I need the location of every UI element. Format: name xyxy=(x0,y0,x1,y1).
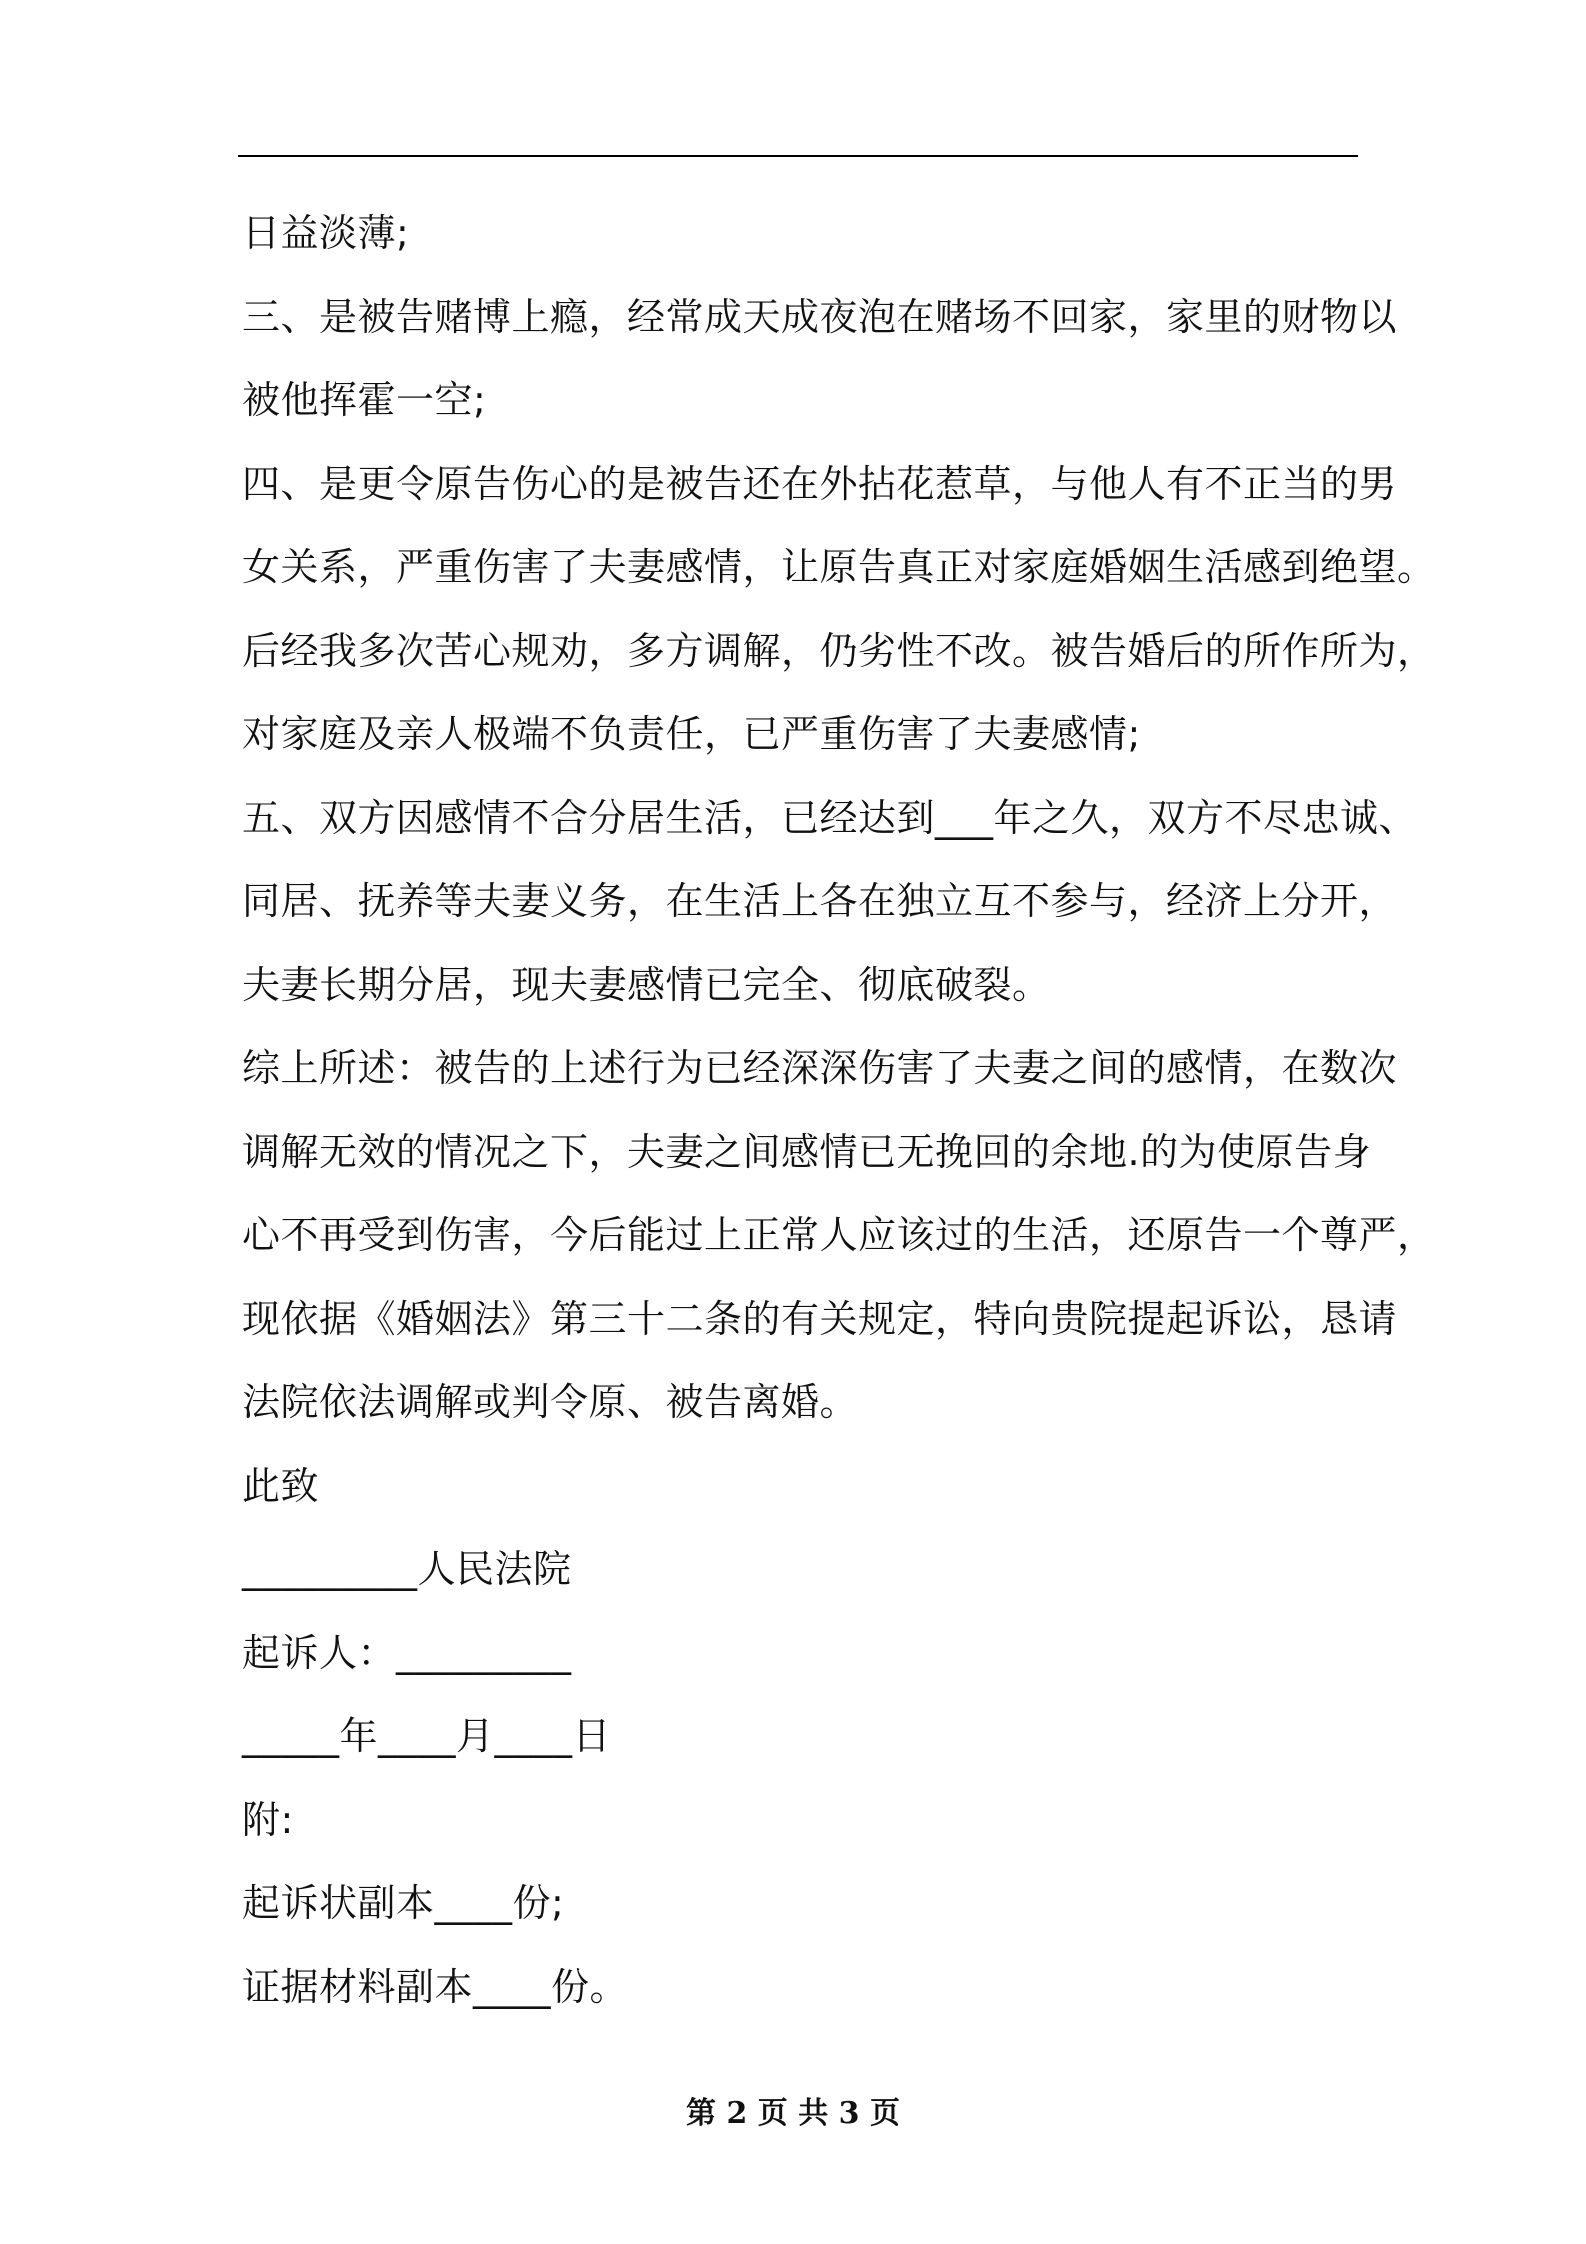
text-line: 四、是更令原告伤心的是被告还在外拈花惹草，与他人有不正当的男 xyxy=(242,461,1398,506)
plaintiff-line: 起诉人：_________ xyxy=(242,1630,572,1675)
text-line: 对家庭及亲人极端不负责任，已严重伤害了夫妻感情; xyxy=(242,712,1141,756)
text-line: 同居、抚养等夫妻义务，在生活上各在独立互不参与，经济上分开， xyxy=(242,879,1398,923)
text-line: 调解无效的情况之下，夫妻之间感情已无挽回的余地.的为使原告身 xyxy=(242,1129,1372,1174)
attachment-item: 证据材料副本____份。 xyxy=(242,1964,629,2009)
attachment-item: 起诉状副本____份; xyxy=(242,1881,565,1925)
attachment-heading: 附: xyxy=(242,1797,294,1842)
text-line: 日益淡薄; xyxy=(242,211,410,255)
header-rule xyxy=(238,155,1358,157)
salutation: 此致 xyxy=(242,1463,320,1508)
text-line: 综上所述：被告的上述行为已经深深伤害了夫妻之间的感情，在数次 xyxy=(242,1046,1398,1090)
date-line: _____年____月____日 xyxy=(242,1714,612,1758)
text-line: 被他挥霍一空; xyxy=(242,378,487,422)
text-line: 心不再受到伤害，今后能过上正常人应该过的生活，还原告一个尊严， xyxy=(242,1213,1436,1257)
text-line: 夫妻长期分居，现夫妻感情已完全、彻底破裂。 xyxy=(242,962,1051,1007)
text-line: 三、是被告赌博上瘾，经常成天成夜泡在赌场不回家，家里的财物以 xyxy=(242,294,1398,339)
text-line: 五、双方因感情不合分居生活，已经达到___年之久，双方不尽忠诚、 xyxy=(242,795,1418,840)
text-line: 女关系，严重伤害了夫妻感情，让原告真正对家庭婚姻生活感到绝望。 xyxy=(242,545,1436,589)
page-number-footer: 第 2 页 共 3 页 xyxy=(686,2096,900,2131)
text-line: 后经我多次苦心规劝，多方调解，仍劣性不改。被告婚后的所作所为， xyxy=(242,628,1436,673)
text-line: 现依据《婚姻法》第三十二条的有关规定，特向贵院提起诉讼，恳请 xyxy=(242,1296,1398,1341)
text-line: 法院依法调解或判令原、被告离婚。 xyxy=(242,1380,859,1424)
court-line: _________人民法院 xyxy=(242,1547,572,1591)
document-body xyxy=(242,192,1436,2029)
